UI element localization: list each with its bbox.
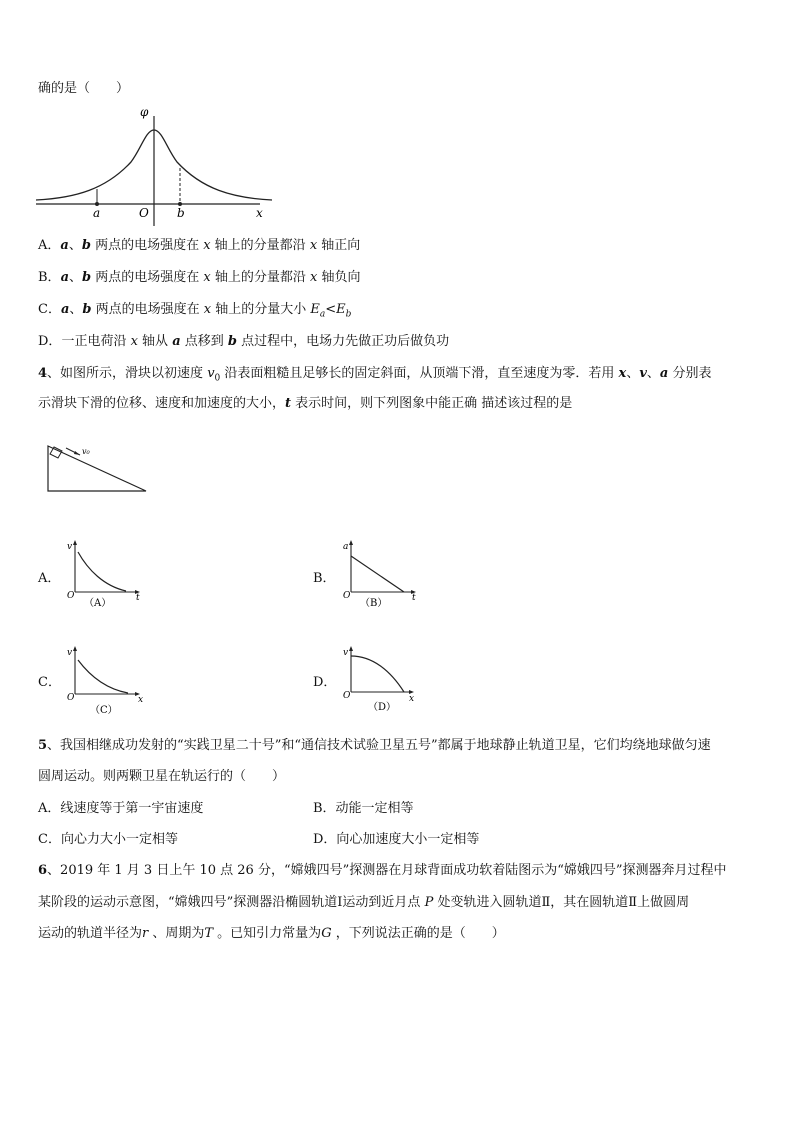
x-label: x xyxy=(138,695,144,705)
q3-option-b[interactable]: B．a、b 两点的电场强度在 x 轴上的分量都沿 x 轴负向 xyxy=(38,270,361,285)
q5-stem-line2: 圆周运动。则两颗卫星在轨运行的（ ） xyxy=(38,769,286,784)
q4-option-b-label[interactable]: B． xyxy=(313,571,336,586)
y-label: v xyxy=(67,648,73,658)
x-label: t xyxy=(136,593,140,603)
q3-option-a[interactable]: A．a、b 两点的电场强度在 x 轴上的分量都沿 x 轴正向 xyxy=(38,238,361,253)
q6-stem-line1: 6、2019 年 1 月 3 日上午 10 点 26 分，“嫦娥四号”探测器在月球背面成功软着陆图示为“嫦娥四号”探测器奔月过程中 xyxy=(38,863,727,878)
caption: （C） xyxy=(90,705,118,716)
origin-label: O xyxy=(343,591,351,601)
v0-label: v₀ xyxy=(82,447,90,456)
graph-curve xyxy=(78,660,128,693)
q4-option-a-label[interactable]: A． xyxy=(38,571,61,586)
a-label: a xyxy=(93,206,101,220)
y-arrow xyxy=(349,646,353,651)
q4-graph-c[interactable] xyxy=(66,646,166,718)
q3-stem-tail: 确的是（ ） xyxy=(38,81,130,96)
q3-option-c[interactable]: C．a、b 两点的电场强度在 x 轴上的分量大小 $E_a<E_b$ xyxy=(38,302,352,320)
caption: （A） xyxy=(84,598,112,609)
q4-stem-line2: 示滑块下滑的位移、速度和加速度的大小，t 表示时间，则下列图象中能正确 描述该过程的是 xyxy=(38,396,573,411)
y-arrow xyxy=(349,540,353,545)
origin-label: O xyxy=(67,693,75,703)
q4-option-c-label[interactable]: C． xyxy=(38,675,61,690)
potential-graph xyxy=(36,104,276,228)
y-arrow xyxy=(73,646,77,651)
incline-diagram xyxy=(46,442,150,494)
q4-graph-b[interactable] xyxy=(342,540,442,612)
caption: （D） xyxy=(368,702,397,713)
q4-graph-d[interactable] xyxy=(342,646,442,718)
phi-axis-label: φ xyxy=(140,105,149,119)
origin-label: O xyxy=(139,206,149,220)
caption: （B） xyxy=(360,598,388,609)
q4-option-d-label[interactable]: D． xyxy=(313,675,337,690)
q5-option-c[interactable]: C．向心力大小一定相等 xyxy=(38,832,178,847)
x-label: t xyxy=(412,593,416,603)
q5-option-d[interactable]: D．向心加速度大小一定相等 xyxy=(313,832,480,847)
origin-label: O xyxy=(67,591,75,601)
q5-option-b[interactable]: B．动能一定相等 xyxy=(313,801,414,816)
q6-stem-line2: 某阶段的运动示意图，“嫦娥四号”探测器沿椭圆轨道Ⅰ运动到近月点 P 处变轨进入圆轨道Ⅱ，其在圆轨道Ⅱ上做圆周 xyxy=(38,895,690,910)
graph-curve xyxy=(351,656,404,692)
y-label: v xyxy=(67,542,73,552)
q5-option-a[interactable]: A．线速度等于第一宇宙速度 xyxy=(38,801,204,816)
q5-stem-line1: 5、我国相继成功发射的“实践卫星二十号”和“通信技术试验卫星五号”都属于地球静止轨道卫星，它们均绕地球做匀速 xyxy=(38,738,711,753)
velocity-arrowhead xyxy=(74,451,80,455)
y-label: v xyxy=(343,648,349,658)
x-label: x xyxy=(409,694,415,704)
origin-label: O xyxy=(343,691,351,701)
y-arrow xyxy=(73,540,77,545)
q4-graph-a[interactable] xyxy=(66,540,166,612)
b-label: b xyxy=(177,206,185,220)
x-axis-label: x xyxy=(256,206,263,220)
y-label: a xyxy=(343,542,349,552)
q6-stem-line3: 运动的轨道半径为r 、周期为T 。已知引力常量为G ，下列说法正确的是（ ） xyxy=(38,926,505,941)
slider-block xyxy=(50,447,62,458)
graph-line xyxy=(351,556,404,592)
incline-triangle xyxy=(48,446,146,491)
graph-curve xyxy=(78,552,126,591)
q3-option-d[interactable]: D．一正电荷沿 x 轴从 a 点移到 b 点过程中，电场力先做正功后做负功 xyxy=(38,334,450,349)
q4-stem-line1: 4、如图所示，滑块以初速度 $v_0$ 沿表面粗糙且足够长的固定斜面，从顶端下滑，直至速度为零．若用 x、v、a 分别表 xyxy=(38,366,712,384)
